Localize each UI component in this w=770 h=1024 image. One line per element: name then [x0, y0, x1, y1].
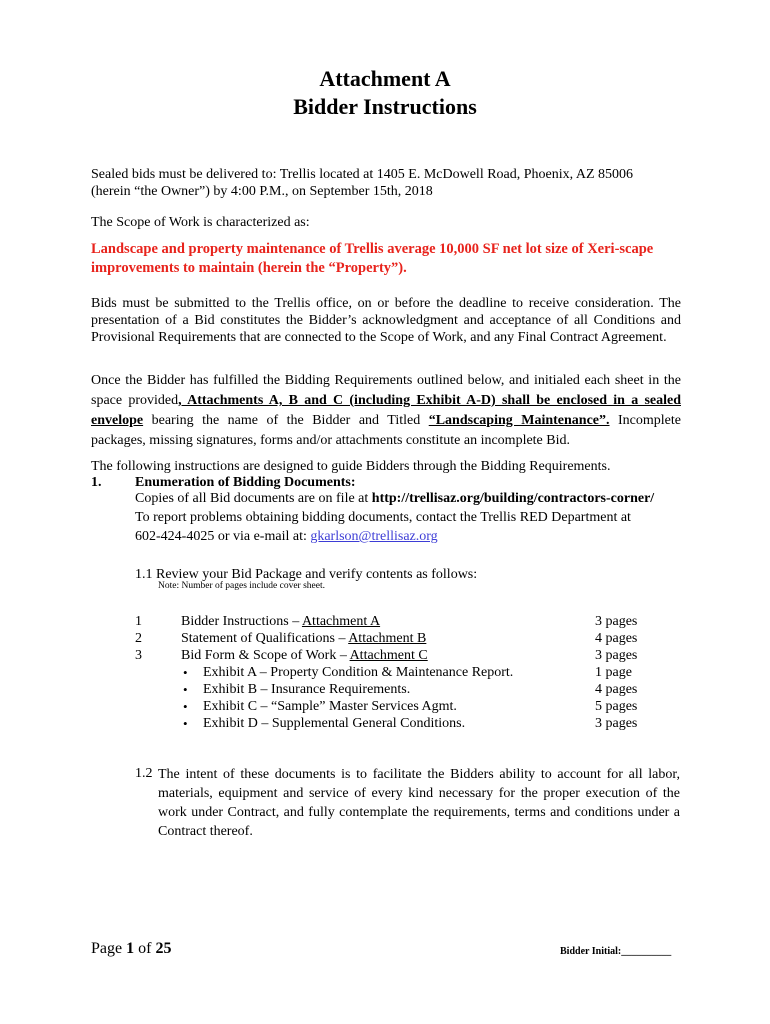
exhibit-d-pages: 3 pages — [595, 716, 638, 731]
document-title-line2: Bidder Instructions — [293, 94, 477, 119]
page-number: 1 — [126, 940, 135, 957]
fulfilled-paragraph — [91, 371, 681, 451]
scope-description: Landscape and property maintenance of Trellis average 10,000 SF net lot size of Xeri-scape improvements to maintain (herein the “Property”). — [91, 241, 654, 276]
delivery-line-2: (herein “the Owner”) by 4:00 P.M., on September 15th, 2018 — [91, 184, 433, 199]
sub12-text: The intent of these documents is to facilitate the Bidders ability to account for all labor, materials, equipment and service of every kind necessary for the proper execution of the work under Contract, and fully contemplate the requirements, terms and conditions under a Contract thereof. — [158, 767, 680, 839]
doc-item-2-link[interactable]: Attachment B — [348, 631, 427, 646]
scope-label: The Scope of Work is characterized as: — [91, 215, 310, 230]
sub11-note: Note: Number of pages include cover sheet. — [158, 581, 325, 591]
delivery-line-1: Sealed bids must be delivered to: Trellis located at 1405 E. McDowell Road, Phoenix, AZ 85006 — [91, 167, 634, 182]
exhibit-d-label: Exhibit D – Supplemental General Conditions. — [203, 716, 466, 731]
guide-line: The following instructions are designed to guide Bidders through the Bidding Requirements. — [91, 459, 611, 474]
exhibit-c-label: Exhibit C – “Sample” Master Services Agmt. — [203, 699, 457, 714]
exhibit-a-label: Exhibit A – Property Condition & Maintenance Report. — [203, 665, 514, 680]
sub12-number: 1.2 — [135, 766, 153, 781]
section1-heading: Enumeration of Bidding Documents: — [135, 475, 356, 490]
doc-item-1-pages: 3 pages — [595, 614, 638, 629]
doc-item-3-prefix: Bid Form & Scope of Work – — [181, 648, 350, 663]
exhibit-b-pages: 4 pages — [595, 682, 638, 697]
page-word: Page — [91, 940, 127, 957]
doc-item-1-link[interactable]: Attachment A — [301, 614, 381, 629]
email-link[interactable]: gkarlson@trellisaz.org — [310, 529, 438, 544]
page-indicator — [91, 940, 171, 958]
bullet-icon: • — [183, 665, 188, 680]
bullet-icon: • — [183, 716, 188, 731]
bidder-initial-field[interactable]: Bidder Initial:__________ — [560, 946, 672, 957]
report-line: To report problems obtaining bidding documents, contact the Trellis RED Department at — [135, 510, 631, 525]
phone-line — [135, 528, 438, 545]
doc-item-3-link[interactable]: Attachment C — [349, 648, 428, 663]
doc-item-1-prefix: Bidder Instructions – — [181, 614, 302, 629]
sub11-label: 1.1 Review your Bid Package and verify contents as follows: — [135, 567, 478, 582]
doc-item-1-num: 1 — [135, 614, 142, 629]
doc-item-3-label — [181, 647, 428, 664]
of-word: of — [134, 940, 156, 957]
bullet-icon: • — [183, 699, 188, 714]
section1-number: 1. — [91, 475, 102, 490]
bullet-icon: • — [183, 682, 188, 697]
copies-url[interactable]: http://trellisaz.org/building/contractors-corner/ — [371, 491, 655, 506]
fulfilled-bold-text: , Attachments A, B and C (including Exhibit A-D) shall be enclosed in a sealed envelope — [91, 393, 681, 428]
copies-text: Copies of all Bid documents are on file at — [135, 491, 372, 506]
doc-item-2-label — [181, 630, 426, 647]
doc-item-2-pages: 4 pages — [595, 631, 638, 646]
fulfilled-text-1: Once the Bidder has fulfilled the Bidding Requirements outlined below, and initialed each sheet in the space provided — [91, 373, 681, 408]
fulfilled-text-3: Incomplete packages, missing signatures, forms and/or attachments constitute an incomplete Bid. — [91, 413, 681, 448]
fulfilled-text-2: bearing the name of the Bidder and Titled — [143, 413, 429, 428]
doc-item-3-num: 3 — [135, 648, 142, 663]
document-title-line1: Attachment A — [319, 66, 451, 91]
submission-paragraph: Bids must be submitted to the Trellis office, on or before the deadline to receive consideration. The presentation of a Bid constitutes the Bidder’s acknowledgment and acceptance of all Conditions and Provisional Requirements that are connected to the Scope of Work, and any Final Contract Agreement. — [91, 296, 681, 345]
exhibit-c-pages: 5 pages — [595, 699, 638, 714]
phone-text: 602-424-4025 or via e-mail at: — [135, 529, 311, 544]
exhibit-b-label: Exhibit B – Insurance Requirements. — [203, 682, 411, 697]
bid-title-text: “Landscaping Maintenance”. — [428, 413, 610, 428]
doc-item-1-label — [181, 613, 380, 630]
exhibit-a-pages: 1 page — [595, 665, 632, 680]
page-total: 25 — [155, 940, 172, 957]
copies-line — [135, 490, 685, 507]
doc-item-2-num: 2 — [135, 631, 142, 646]
doc-item-3-pages: 3 pages — [595, 648, 638, 663]
doc-item-2-prefix: Statement of Qualifications – — [181, 631, 349, 646]
